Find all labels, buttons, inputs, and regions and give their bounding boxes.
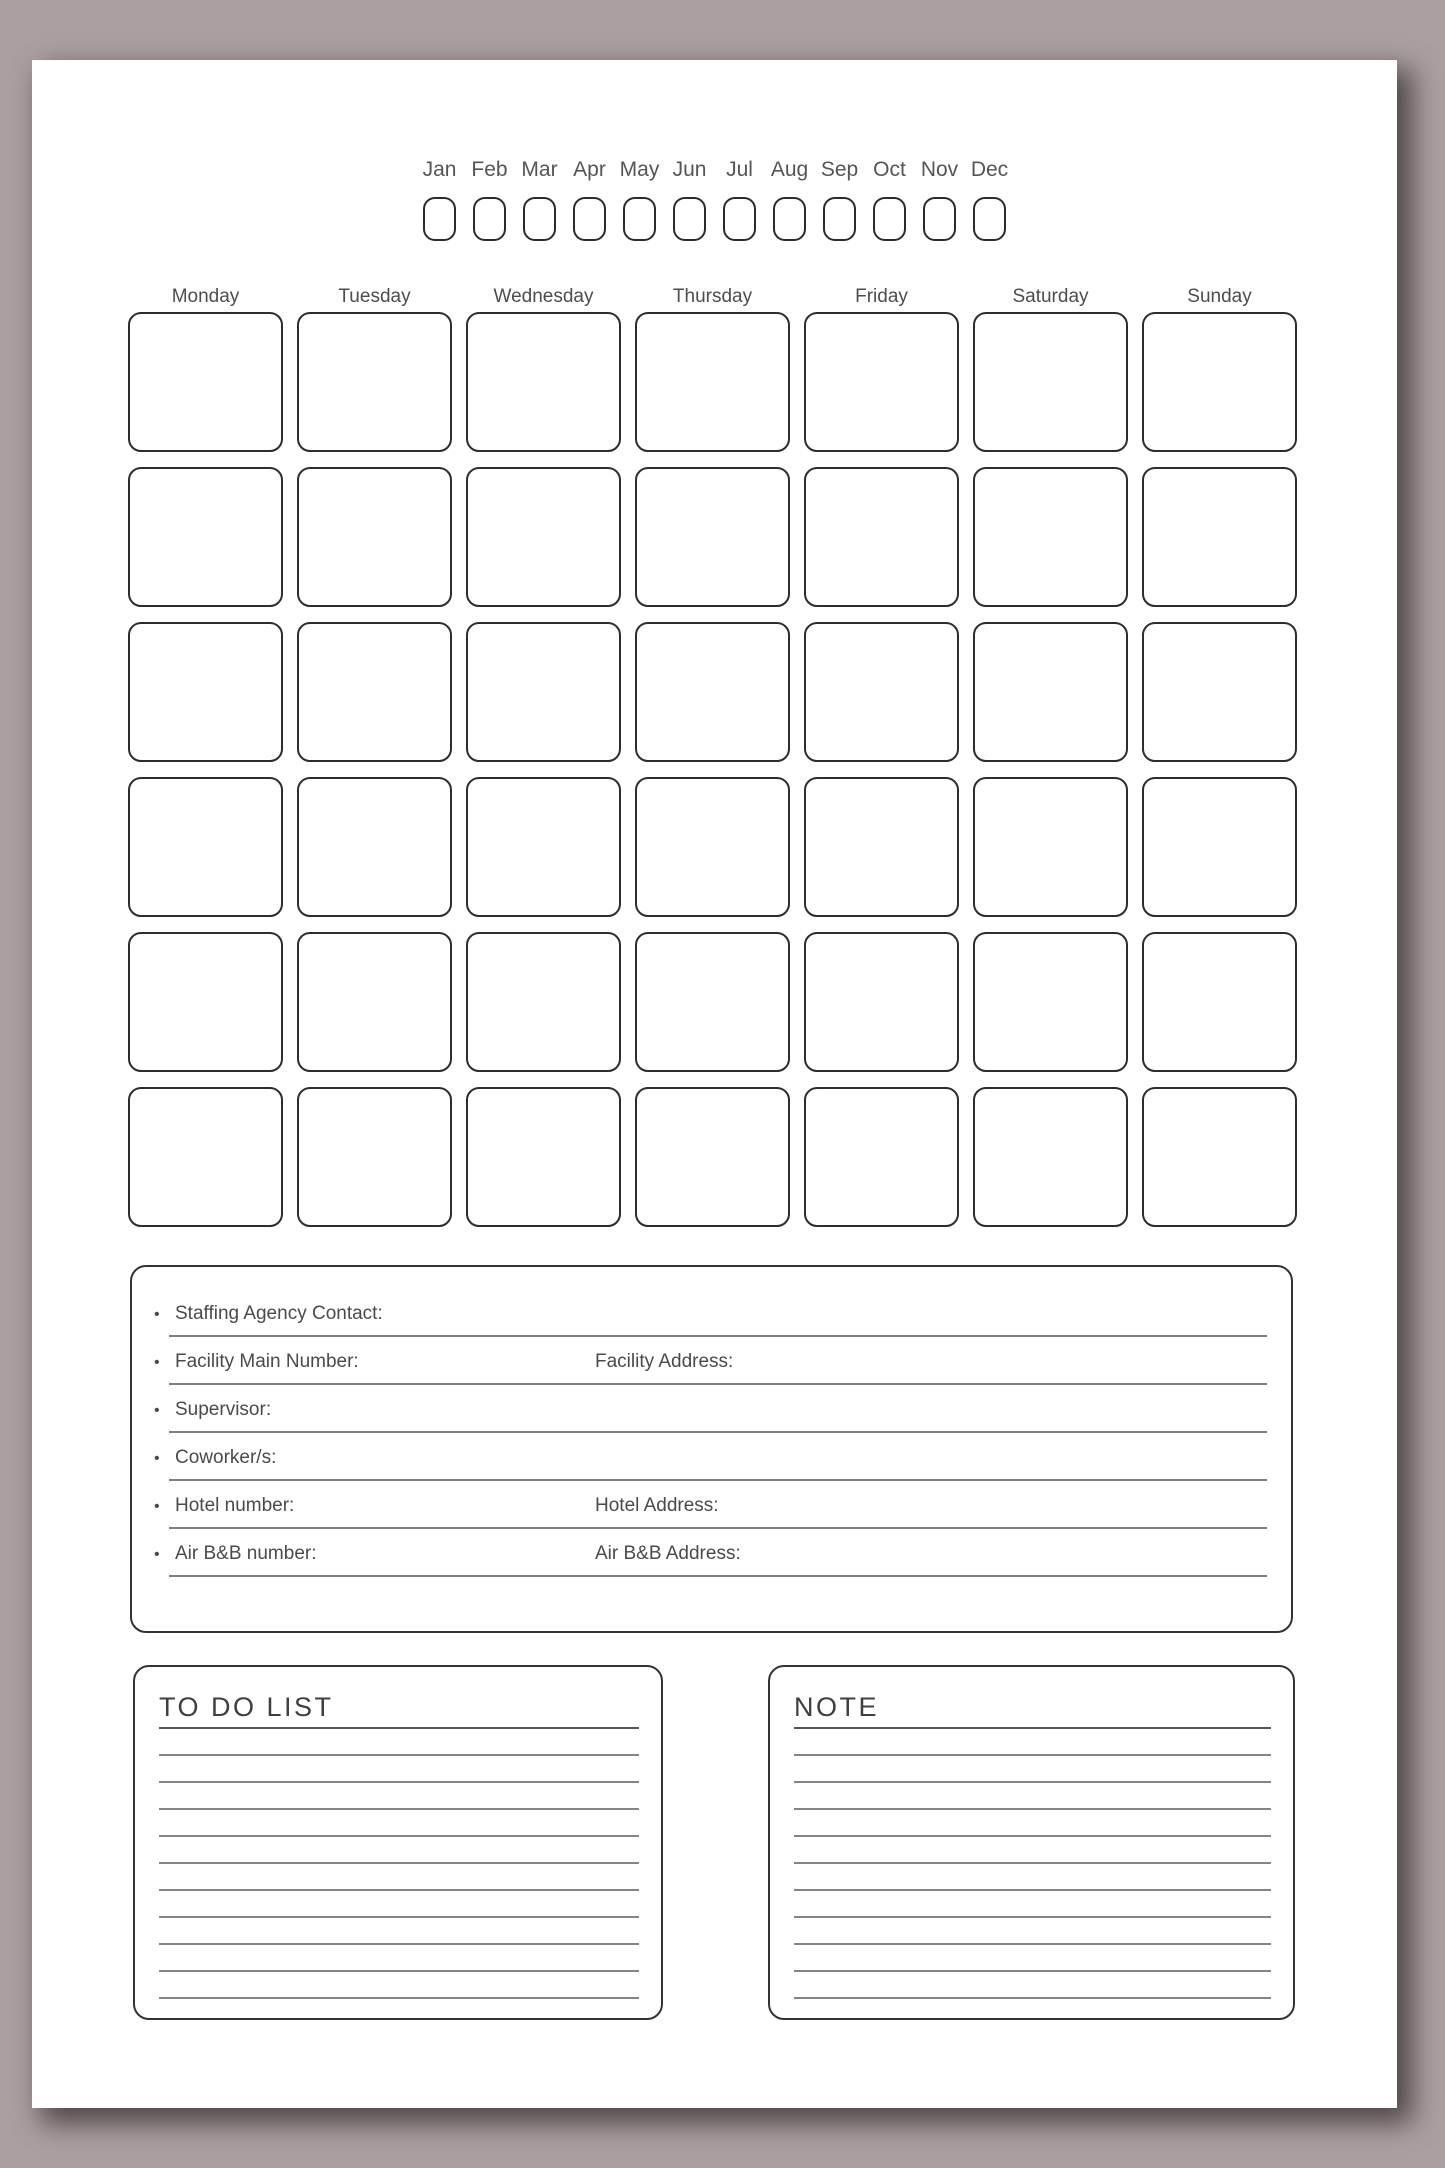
calendar-day-cell[interactable] (1142, 467, 1297, 607)
calendar-day-cell[interactable] (128, 622, 283, 762)
contact-field-line[interactable] (169, 1383, 1267, 1385)
ruled-line (794, 1945, 1271, 1972)
contact-field-labels (154, 1399, 1267, 1423)
bullet-icon: • (154, 1306, 160, 1323)
ruled-line (794, 1810, 1271, 1837)
calendar-day-cell[interactable] (635, 777, 790, 917)
bottom-notepads (133, 1665, 1295, 2020)
month-label: Aug (770, 158, 809, 181)
calendar-day-cell[interactable] (973, 312, 1128, 452)
ruled-line (159, 1837, 639, 1864)
calendar-day-cell[interactable] (635, 312, 790, 452)
month-item (673, 158, 706, 241)
contact-field-labels (154, 1351, 1267, 1375)
contact-field-line[interactable] (169, 1479, 1267, 1481)
calendar-day-cell[interactable] (635, 1087, 790, 1227)
calendar-day-cell[interactable] (466, 1087, 621, 1227)
month-label: Jun (672, 158, 707, 181)
contact-field-label: Facility Main Number: (175, 1351, 359, 1372)
calendar-day-cell[interactable] (466, 932, 621, 1072)
month-label: Apr (573, 158, 606, 181)
contact-field-labels (154, 1447, 1267, 1471)
note-box (768, 1665, 1295, 2020)
month-checkbox[interactable] (523, 197, 556, 241)
calendar-day-cell[interactable] (804, 467, 959, 607)
contact-field-line[interactable] (169, 1431, 1267, 1433)
contact-field-label: Hotel number: (175, 1495, 295, 1516)
month-item (920, 158, 959, 241)
calendar-day-cell[interactable] (128, 312, 283, 452)
contact-field-label: Coworker/s: (175, 1447, 277, 1468)
calendar-day-cell[interactable] (297, 467, 452, 607)
ruled-line (794, 1891, 1271, 1918)
month-checkbox[interactable] (673, 197, 706, 241)
contact-field-line[interactable] (169, 1527, 1267, 1529)
calendar-day-cell[interactable] (297, 932, 452, 1072)
calendar-day-cell[interactable] (804, 622, 959, 762)
calendar-day-cell[interactable] (804, 777, 959, 917)
calendar-day-cell[interactable] (297, 777, 452, 917)
month-label: Jul (726, 158, 753, 181)
contact-field-label: Staffing Agency Contact: (175, 1303, 383, 1324)
contact-field-labels (154, 1495, 1267, 1519)
ruled-line (159, 1810, 639, 1837)
contact-field-label-secondary: Facility Address: (595, 1351, 734, 1372)
calendar-day-cell[interactable] (297, 312, 452, 452)
ruled-line (159, 1891, 639, 1918)
calendar-day-cell[interactable] (466, 467, 621, 607)
calendar-day-cell[interactable] (128, 467, 283, 607)
ruled-line (159, 1945, 639, 1972)
calendar-day-cell[interactable] (466, 622, 621, 762)
month-tracker (32, 158, 1397, 241)
ruled-line (794, 1972, 1271, 1999)
weekday-label: Sunday (1187, 286, 1252, 307)
calendar-day-cell[interactable] (973, 1087, 1128, 1227)
ruled-line (159, 1756, 639, 1783)
calendar-day-cell[interactable] (635, 622, 790, 762)
ruled-line (159, 1729, 639, 1756)
bullet-icon: • (154, 1354, 160, 1371)
calendar-day-cell[interactable] (128, 932, 283, 1072)
month-label: Dec (970, 158, 1009, 181)
ruled-line (794, 1729, 1271, 1756)
contact-field-line[interactable] (169, 1335, 1267, 1337)
month-label: May (619, 158, 660, 181)
month-label: Oct (873, 158, 906, 181)
month-checkbox[interactable] (973, 197, 1006, 241)
ruled-line (159, 1864, 639, 1891)
month-item (473, 158, 506, 241)
note-title: NOTE (794, 1692, 880, 1722)
contact-field-line[interactable] (169, 1575, 1267, 1577)
calendar-day-cell[interactable] (804, 932, 959, 1072)
month-checkbox[interactable] (773, 197, 806, 241)
calendar-day-cell[interactable] (1142, 932, 1297, 1072)
contact-field-row (154, 1399, 1267, 1433)
calendar-day-cell[interactable] (297, 1087, 452, 1227)
month-checkbox[interactable] (623, 197, 656, 241)
month-label: Mar (521, 158, 558, 181)
calendar-day-cell[interactable] (804, 1087, 959, 1227)
calendar-day-cell[interactable] (128, 1087, 283, 1227)
ruled-line (794, 1756, 1271, 1783)
calendar-day-cell[interactable] (466, 312, 621, 452)
ruled-line (794, 1918, 1271, 1945)
calendar-day-cell[interactable] (973, 622, 1128, 762)
todo-lines (159, 1729, 639, 1999)
month-checkbox[interactable] (823, 197, 856, 241)
calendar-day-cell[interactable] (973, 467, 1128, 607)
ruled-line (159, 1783, 639, 1810)
month-checkbox[interactable] (423, 197, 456, 241)
month-item (820, 158, 859, 241)
calendar-day-cell[interactable] (804, 312, 959, 452)
month-label: Nov (920, 158, 959, 181)
weekday-header-row (128, 286, 1297, 308)
weekday-label: Saturday (1012, 286, 1089, 307)
contact-field-row (154, 1495, 1267, 1529)
month-checkbox[interactable] (473, 197, 506, 241)
bullet-icon: • (154, 1450, 160, 1467)
month-label: Feb (471, 158, 508, 181)
month-checkbox[interactable] (923, 197, 956, 241)
ruled-line (159, 1918, 639, 1945)
ruled-line (794, 1837, 1271, 1864)
ruled-line (794, 1864, 1271, 1891)
month-item (873, 158, 906, 241)
weekday-label: Wednesday (493, 286, 594, 307)
month-checkbox[interactable] (873, 197, 906, 241)
contact-field-label-secondary: Hotel Address: (595, 1495, 719, 1516)
calendar-day-cell[interactable] (1142, 622, 1297, 762)
month-checkbox[interactable] (723, 197, 756, 241)
bullet-icon: • (154, 1498, 160, 1515)
month-item (770, 158, 809, 241)
note-lines (794, 1729, 1271, 1999)
month-label: Sep (820, 158, 859, 181)
contact-field-row (154, 1543, 1267, 1577)
contact-field-label: Supervisor: (175, 1399, 272, 1420)
weekday-label: Tuesday (338, 286, 411, 307)
weekday-label: Thursday (672, 286, 753, 307)
weekday-label: Monday (171, 286, 240, 307)
calendar-day-cell[interactable] (635, 932, 790, 1072)
ruled-line (794, 1783, 1271, 1810)
month-item (970, 158, 1009, 241)
month-checkbox[interactable] (573, 197, 606, 241)
contact-field-labels (154, 1543, 1267, 1567)
bullet-icon: • (154, 1402, 160, 1419)
calendar-day-cell[interactable] (1142, 777, 1297, 917)
month-label: Jan (422, 158, 457, 181)
contact-field-row (154, 1303, 1267, 1337)
calendar-day-cell[interactable] (973, 777, 1128, 917)
calendar-day-cell[interactable] (297, 622, 452, 762)
calendar-day-cell[interactable] (635, 467, 790, 607)
contact-field-labels (154, 1303, 1267, 1327)
month-item (423, 158, 456, 241)
contact-field-label: Air B&B number: (175, 1543, 317, 1564)
calendar-day-cell[interactable] (466, 777, 621, 917)
contact-field-label-secondary: Air B&B Address: (595, 1543, 741, 1564)
todo-title: TO DO LIST (159, 1692, 334, 1722)
todo-list-box (133, 1665, 663, 2020)
calendar-day-cell[interactable] (128, 777, 283, 917)
contact-field-row (154, 1447, 1267, 1481)
calendar-grid (128, 312, 1297, 1227)
month-item (523, 158, 556, 241)
month-item (573, 158, 606, 241)
ruled-line (159, 1972, 639, 1999)
month-item (619, 158, 660, 241)
weekday-label: Friday (855, 286, 908, 307)
month-item (723, 158, 756, 241)
contact-info-box (130, 1265, 1293, 1633)
planner-page (32, 60, 1397, 2108)
contact-field-row (154, 1351, 1267, 1385)
calendar-day-cell[interactable] (1142, 1087, 1297, 1227)
calendar-day-cell[interactable] (1142, 312, 1297, 452)
calendar-day-cell[interactable] (973, 932, 1128, 1072)
bullet-icon: • (154, 1546, 160, 1563)
